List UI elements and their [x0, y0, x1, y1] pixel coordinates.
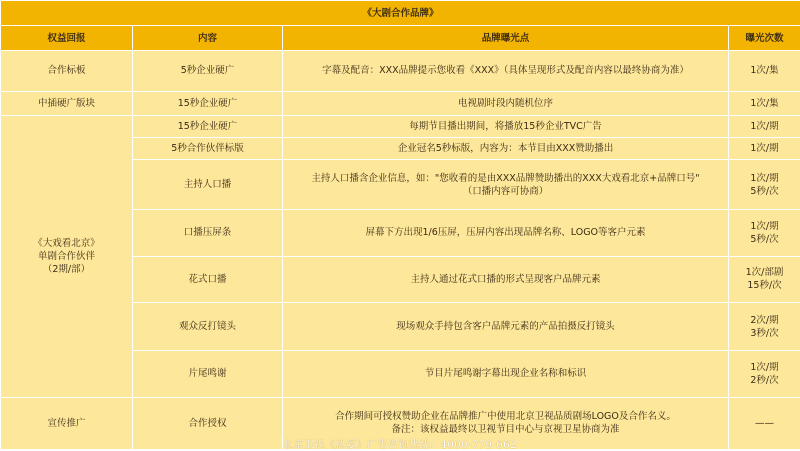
row-count: 1次/部剧 15秒/次 — [729, 256, 800, 302]
row-content: 口播压屏条 — [133, 210, 283, 256]
table-row — [1, 91, 800, 115]
row-exposure: 电视剧时段内随机位序 — [283, 91, 729, 115]
row-content: 片尾鸣谢 — [133, 351, 283, 397]
row-count: 2次/期 3秒/次 — [729, 302, 800, 350]
table-row — [1, 397, 800, 449]
hotline-watermark: 北京卫视《热爱》广告咨询热线：4000-779-662 — [0, 436, 800, 451]
header-brand-exposure: 品牌曝光点 — [283, 26, 729, 51]
row-content: 15秒企业硬广 — [133, 91, 283, 115]
row-count: 1次/集 — [729, 51, 800, 91]
row-content: 花式口播 — [133, 256, 283, 302]
row-category: 宣传推广 — [1, 397, 133, 449]
row-content: 5秒企业硬广 — [133, 51, 283, 91]
row-count: —— — [729, 397, 800, 449]
row-category: 合作标板 — [1, 51, 133, 91]
row-count: 1次/期 5秒/次 — [729, 210, 800, 256]
row-content: 15秒企业硬广 — [133, 115, 283, 137]
row-exposure: 每期节目播出期间，将播放15秒企业TVC广告 — [283, 115, 729, 137]
table-row — [1, 51, 800, 91]
table-row — [1, 115, 800, 137]
row-category: 中插硬广版块 — [1, 91, 133, 115]
row-content: 5秒合作伙伴标版 — [133, 137, 283, 159]
row-content: 合作授权 — [133, 397, 283, 449]
row-count: 1次/集 — [729, 91, 800, 115]
row-content: 观众反打镜头 — [133, 302, 283, 350]
row-exposure: 企业冠名5秒标版，内容为：本节目由XXX赞助播出 — [283, 137, 729, 159]
row-content: 主持人口播 — [133, 160, 283, 210]
row-count: 1次/期 — [729, 137, 800, 159]
row-exposure: 屏幕下方出现1/6压屏，压屏内容出现品牌名称、LOGO等客户元素 — [283, 210, 729, 256]
row-exposure: 节目片尾鸣谢字幕出现企业名称和标识 — [283, 351, 729, 397]
row-exposure: 主持人通过花式口播的形式呈现客户品牌元素 — [283, 256, 729, 302]
header-content: 内容 — [133, 26, 283, 51]
table-title: 《大剧合作品牌》 — [1, 1, 800, 26]
header-exposure-count: 曝光次数 — [729, 26, 800, 51]
row-count: 1次/期 — [729, 115, 800, 137]
table-header-row — [1, 26, 800, 51]
table-title-row — [1, 1, 800, 26]
row-count: 1次/期 2秒/次 — [729, 351, 800, 397]
row-exposure: 主持人口播含企业信息，如："您收看的是由XXX品牌赞助播出的XXX大戏看北京+品牌口号" （口播内容可协商） — [283, 160, 729, 210]
row-count: 1次/期 5秒/次 — [729, 160, 800, 210]
group-category: 《大戏看北京》 单剧合作伙伴 （2期/部） — [1, 115, 133, 397]
row-exposure: 合作期间可授权赞助企业在品牌推广中使用北京卫视品质剧场LOGO及合作名义。 备注：该权益最终以卫视节目中心与京视卫星协商为准 — [283, 397, 729, 449]
row-exposure: 字幕及配音：XXX品牌提示您收看《XXX》（具体呈现形式及配音内容以最终协商为准） — [283, 51, 729, 91]
header-rights-return: 权益回报 — [1, 26, 133, 51]
row-exposure: 现场观众手持包含客户品牌元素的产品拍摄反打镜头 — [283, 302, 729, 350]
